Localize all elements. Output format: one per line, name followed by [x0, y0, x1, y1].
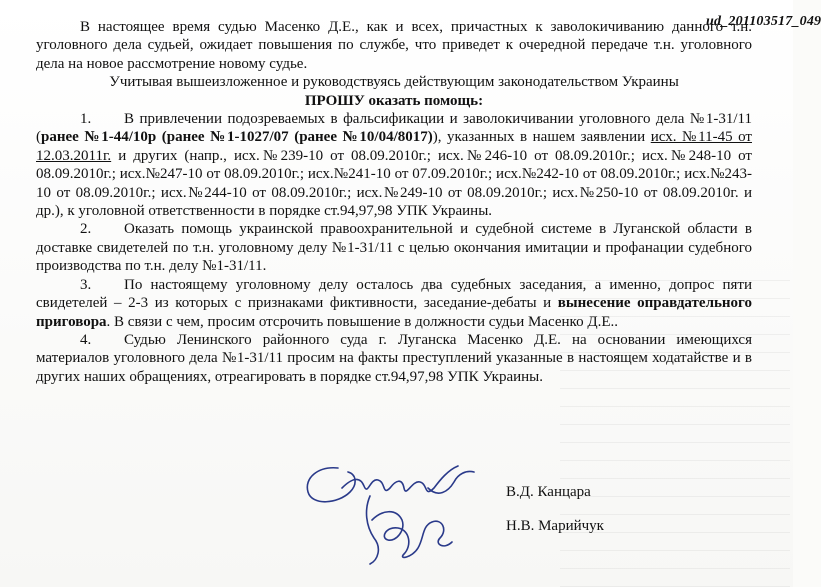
item1-text-b: ), указанных в нашем заявлении — [432, 129, 651, 146]
item-number: 2. — [80, 221, 92, 238]
document-id-stamp: ud_201103517_049 — [706, 14, 821, 29]
document-body — [36, 18, 752, 386]
signature-2-stroke — [367, 496, 452, 564]
item3-bold-verdict: вынесение оправдательного приговора — [36, 295, 752, 330]
item2-text: Оказать помощь украинской правоохранительной и судебной системе в Луганской области в доставке свидетелей по т.н. уголовному делу №1-31/11 с целью окончания имитации и профанации судебного производства по т.н. делу №1-31/11. — [36, 221, 752, 275]
signature-2-image — [352, 490, 462, 570]
list-item-4 — [36, 331, 752, 386]
item3-text-b: . В связи с чем, просим отсрочить повышение в должности судьи Масенко Д.Е.. — [106, 313, 618, 330]
signer-name-2: Н.В. Марийчук — [506, 518, 604, 534]
item4-text: Судью Ленинского районного суда г. Луганска Масенко Д.Е. на основании имеющихся материалов уголовного дела №1-31/11 просим на факты преступлений указанные в настоящем ходатайстве и в других наших обращениях, отреагировать в порядке ст.94,97,98 УПК Украины. — [36, 331, 752, 385]
paragraph-intro: В настоящее время судью Масенко Д.Е., как и всех, причастных к заволокичиванию данного т.н. уголовного дела судьей, ожидает повышения по службе, что приведет к очередной передаче т.н. уголовного дела на новое рассмотрение новому судье. — [36, 19, 752, 72]
item-number: 1. — [80, 111, 92, 128]
signer-name-1: В.Д. Канцара — [506, 484, 591, 500]
list-item-2 — [36, 220, 752, 275]
paragraph-considering: Учитывая вышеизложенное и руководствуясь действующим законодательством Украины — [109, 74, 679, 91]
request-heading: ПРОШУ оказать помощь: — [304, 92, 484, 109]
item-number: 4. — [80, 331, 92, 348]
list-item-3 — [36, 276, 752, 331]
item1-bold-case-numbers: ранее №1-44/10р (ранее №1-1027/07 (ранее №10/04/8017) — [41, 129, 433, 146]
item1-text-a: В привлечении подозреваемых в фальсификации и заволокичивании уголовного дела №1-31/11 ( — [36, 111, 752, 146]
item3-text-a: По настоящему уголовному делу осталось два судебных заседания, а именно, допрос пяти свидетелей – 2-3 из которых с признаками фиктивности, заседание-дебаты и — [36, 276, 752, 312]
list-item-1 — [36, 110, 752, 220]
item1-underlined-ref: исх. №11-45 от 12.03.2011г. — [36, 129, 752, 164]
item1-text-c: и других (напр., исх.№239-10 от 08.09.2010г.; исх.№246-10 от 08.09.2010г.; исх.№248-10 от 08.09.2010г.; исх.№247-10 от 08.09.2010г.; исх.№241-10 от 07.09.2010г.; исх.№242-10 от 08.09.2010г.; исх.№243-10 от 08.09.2010г.; исх.№244-10 от 08.09.2010г.; исх.№249-10 от 08.09.2010г.; исх.№250-10 от 08.09.2010г. и др.), к уголовной ответственности в порядке ст.94,97,98 УПК Украины. — [36, 147, 752, 220]
item-number: 3. — [80, 276, 92, 293]
